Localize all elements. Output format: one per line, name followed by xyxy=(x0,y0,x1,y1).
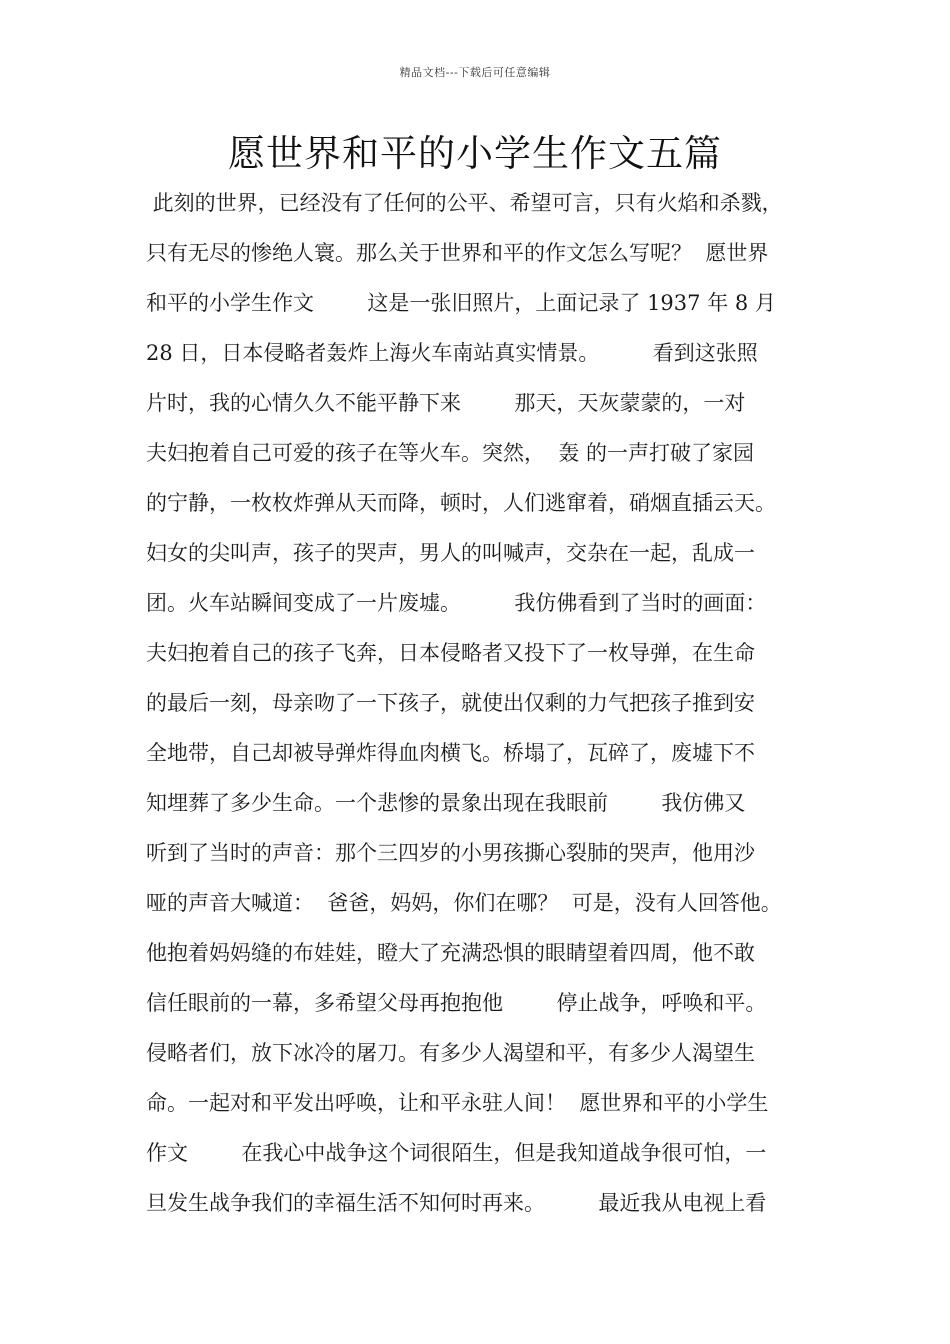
body-line: 夫妇抱着自己的孩子飞奔，日本侵略者又投下了一枚导弹，在生命 xyxy=(146,641,755,665)
body-line: 夫妇抱着自己可爱的孩子在等火车。突然， 轰 的一声打破了家园 xyxy=(146,441,755,465)
body-line: 听到了当时的声音：那个三四岁的小男孩撕心裂肺的哭声，他用沙 xyxy=(146,841,755,865)
body-line: 和平的小学生作文 这是一张旧照片，上面记录了 1937 年 8 月 xyxy=(146,291,776,315)
body-line: 侵略者们，放下冰冷的屠刀。有多少人渴望和平，有多少人渴望生 xyxy=(146,1041,755,1065)
body-line: 哑的声音大喊道： 爸爸，妈妈，你们在哪？ 可是，没有人回答他。 xyxy=(146,891,782,915)
body-line: 只有无尽的惨绝人寰。那么关于世界和平的作文怎么写呢？ 愿世界 xyxy=(146,241,769,265)
body-line: 旦发生战争我们的幸福生活不知何时再来。 最近我从电视上看 xyxy=(146,1191,767,1215)
body-line: 作文 在我心中战争这个词很陌生，但是我知道战争很可怕，一 xyxy=(146,1141,767,1165)
document-body xyxy=(146,178,846,1228)
body-line: 团。火车站瞬间变成了一片废墟。 我仿佛看到了当时的画面： xyxy=(146,591,767,615)
body-line: 全地带，自己却被导弹炸得血肉横飞。桥塌了，瓦碎了，废墟下不 xyxy=(146,741,755,765)
document-title: 愿世界和平的小学生作文五篇 xyxy=(228,132,722,175)
body-line: 的最后一刻，母亲吻了一下孩子，就使出仅剩的力气把孩子推到安 xyxy=(146,691,755,715)
body-line: 28 日，日本侵略者轰炸上海火车南站真实情景。 看到这张照 xyxy=(146,341,758,365)
body-line: 信任眼前的一幕，多希望父母再抱抱他 停止战争，呼唤和平。 xyxy=(146,991,767,1015)
body-line: 妇女的尖叫声，孩子的哭声，男人的叫喊声，交杂在一起，乱成一 xyxy=(146,541,755,565)
body-line: 此刻的世界，已经没有了任何的公平、希望可言，只有火焰和杀戮， xyxy=(146,191,783,215)
body-line: 片时，我的心情久久不能平静下来 那天，天灰蒙蒙的，一对 xyxy=(146,391,746,415)
body-line: 的宁静，一枚枚炸弹从天而降，顿时，人们逃窜着，硝烟直插云天。 xyxy=(146,491,776,515)
body-line: 知埋葬了多少生命。一个悲惨的景象出现在我眼前 我仿佛又 xyxy=(146,791,746,815)
header-note: 精品文档---下载后可任意编辑 xyxy=(399,66,551,79)
body-line: 他抱着妈妈缝的布娃娃，瞪大了充满恐惧的眼睛望着四周，他不敢 xyxy=(146,941,755,965)
body-line: 命。一起对和平发出呼唤，让和平永驻人间！ 愿世界和平的小学生 xyxy=(146,1091,769,1115)
